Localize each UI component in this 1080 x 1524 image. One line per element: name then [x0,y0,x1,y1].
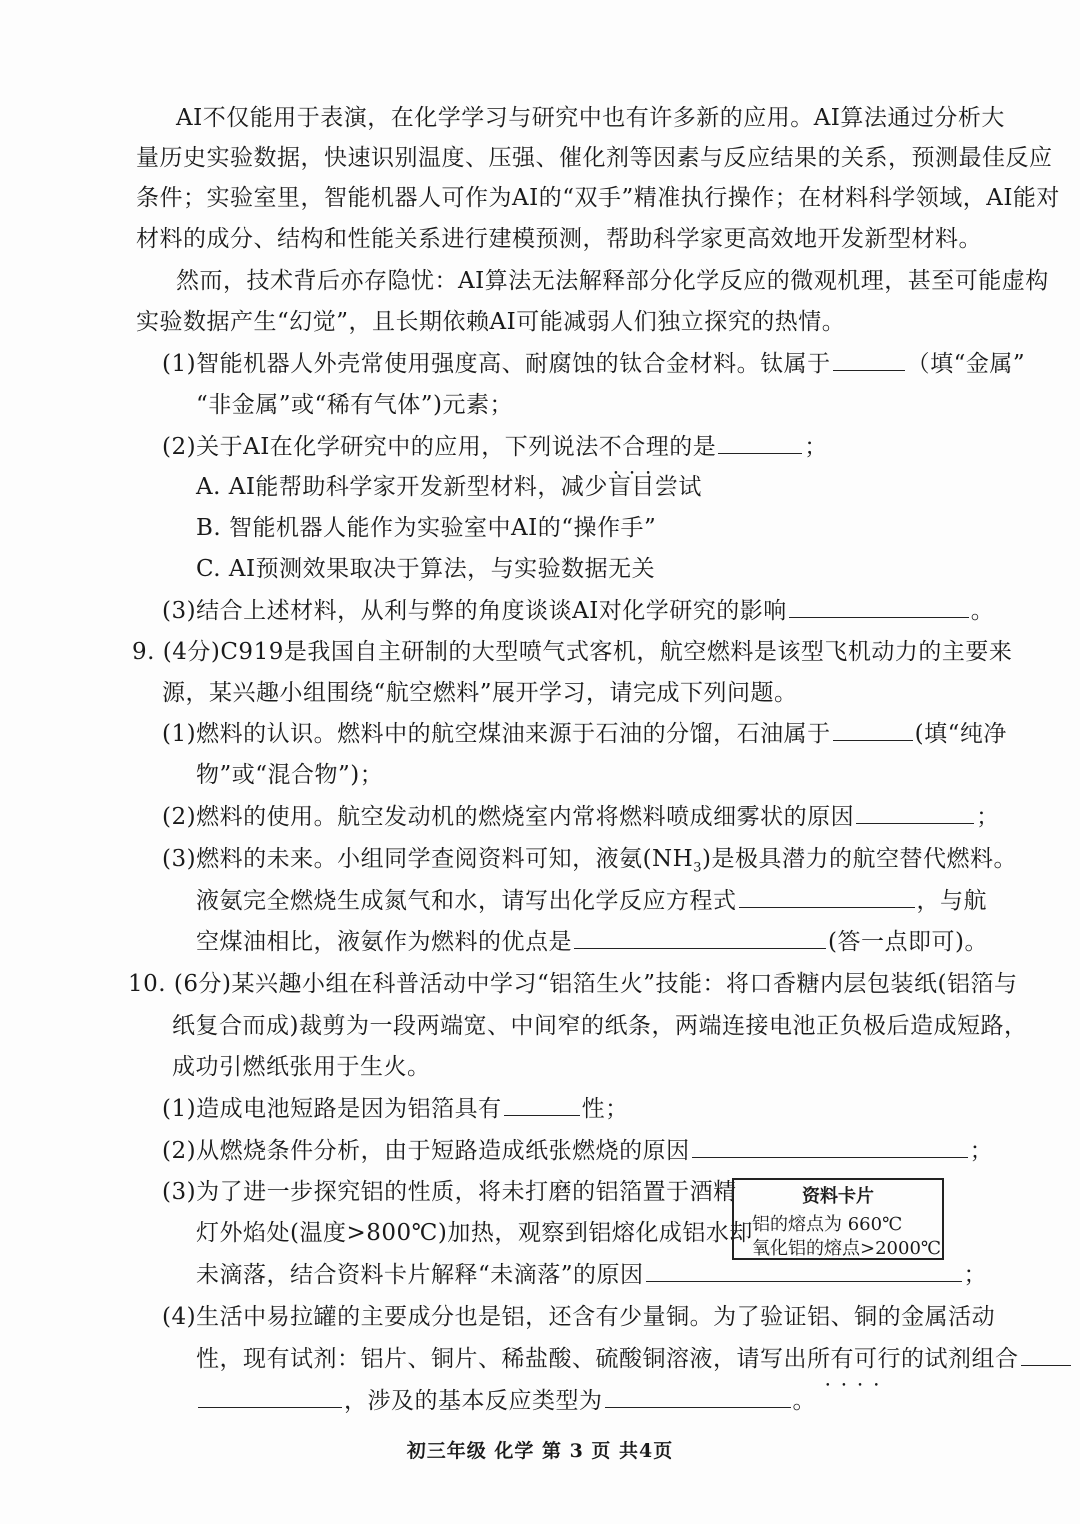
q9-sub3 [162,843,1017,885]
q10-sub2-text: (2)从燃烧条件分析，由于短路造成纸张燃烧的原因 [162,1138,690,1164]
info-card [732,1178,944,1260]
answer-blank[interactable] [833,348,905,371]
answer-blank[interactable] [789,595,969,618]
q10-sub2 [162,1135,993,1167]
passage-line: 材料的成分、结构和性能关系进行建模预测，帮助科学家更高效地开发新型材料。 [136,226,982,252]
q8-sub1 [162,348,1025,380]
q10-sub4-line3 [196,1385,816,1417]
passage-line: 实验数据产生“幻觉”，且长期依赖AI可能减弱人们独立探究的热情。 [136,309,846,335]
passage-line: 条件；实验室里，智能机器人可作为AI的“双手”精准执行操作；在材料科学领域，AI能对 [136,185,1060,211]
q10-sub2-end: ； [969,1138,994,1164]
q8-option-c: C. AI预测效果取决于算法，与实验数据无关 [196,556,656,582]
q8-option-b: B. 智能机器人能作为实验室中AI的“操作手” [196,515,657,541]
q10-sub3-text: 未滴落，结合资料卡片解释“未滴落”的原因 [196,1262,644,1288]
q9-stem-2: 源，某兴趣小组围绕“航空燃料”展开学习，请完成下列问题。 [162,680,798,706]
q8-sub1-cont: “非金属”或“稀有气体”)元素； [196,392,514,418]
answer-blank[interactable] [692,1135,968,1158]
q8-sub3-end: 。 [970,598,995,624]
q9-sub3-text3: 液氨完全燃烧生成氮气和水，请写出化学反应方程式 [196,888,737,914]
q9-sub1-hint: (填“纯净 [914,721,1007,747]
passage-line: 量历史实验数据，快速识别温度、压强、催化剂等因素与反应结果的关系，预测最佳反应 [136,145,1053,171]
answer-blank[interactable] [856,801,974,824]
q10-stem-3: 成功引燃纸张用于生火。 [172,1054,431,1080]
q10-sub1-text: (1)造成电池短路是因为铝箔具有 [162,1096,502,1122]
answer-blank[interactable] [1021,1343,1071,1366]
answer-blank[interactable] [574,926,826,949]
answer-blank[interactable] [198,1385,342,1408]
q9-sub3-text: (3)燃料的未来。小组同学查阅资料可知，液氨(NH [162,846,694,872]
q10-sub3-line1: (3)为了进一步探究铝的性质，将未打磨的铝箔置于酒精 [162,1179,737,1205]
emphasis-dots: 不合理 • • • [599,431,670,463]
q9-sub2 [162,801,1000,833]
info-card-title: 资料卡片 [802,1186,874,1207]
q8-sub2-text2: 的是 [669,434,717,460]
q9-sub2-end: ； [976,804,1000,830]
q10-sub4-line2 [196,1343,1073,1375]
q8-sub1-hint: （填“金属” [906,351,1026,377]
q9-sub3-text4: ，与航 [916,888,987,914]
answer-blank[interactable] [504,1093,580,1116]
q10-sub4-text2: 的试剂组合 [901,1346,1019,1372]
q10-sub3-line3 [196,1259,987,1291]
answer-blank[interactable] [739,885,915,908]
q9-sub3-line3 [196,926,988,958]
q9-sub3-text2: )是极具潜力的航空替代燃料。 [702,846,1018,872]
q10-sub3-end: ； [963,1262,988,1288]
q9-sub3-line2 [196,885,987,917]
q9-sub1-text: (1)燃料的认识。燃料中的航空煤油来源于石油的分馏，石油属于 [162,721,831,747]
q10-sub1-end: 性； [581,1096,629,1122]
q9-sub1-cont: 物”或“混合物”)； [196,762,384,788]
q10-sub4-line1: (4)生活中易拉罐的主要成分也是铝，还含有少量铜。为了验证铝、铜的金属活动 [162,1304,996,1330]
q8-sub1-text: (1)智能机器人外壳常使用强度高、耐腐蚀的钛合金材料。钛属于 [162,351,831,377]
answer-blank[interactable] [718,431,802,454]
info-card-line: 氧化铝的熔点>2000℃ [752,1238,942,1259]
q9-sub1 [162,718,1007,750]
q9-sub3-text6: (答一点即可)。 [828,929,988,955]
passage-line: AI不仅能用于表演，在化学学习与研究中也有许多新的应用。AI算法通过分析大 [176,105,1005,131]
q10-sub4-text3: ，涉及的基本反应类型为 [344,1388,603,1414]
q8-sub3-text: (3)结合上述材料，从利与弊的角度谈谈AI对化学研究的影响 [162,598,787,624]
q10-sub4-text: 性，现有试剂：铝片、铜片、稀盐酸、硫酸铜溶液，请写出 [196,1346,807,1372]
q8-sub3 [162,595,994,627]
q8-sub2-end: ； [804,434,828,460]
info-card-line: 铝的熔点为 660℃ [752,1214,903,1235]
q10-sub1 [162,1093,629,1125]
answer-blank[interactable] [833,718,913,741]
emphasis-dots: 所有可行 • • • • [807,1343,901,1375]
q10-sub4-end: 。 [792,1388,816,1414]
q8-sub2 [162,431,828,463]
answer-blank[interactable] [646,1259,962,1282]
q8-sub2-text: (2)关于AI在化学研究中的应用，下列说法 [162,434,599,460]
passage-line: 然而，技术背后亦存隐忧：AI算法无法解释部分化学反应的微观机理，甚至可能虚构 [176,268,1049,294]
q8-option-a: A. AI能帮助科学家开发新型材料，减少盲目尝试 [196,474,702,500]
answer-blank[interactable] [605,1385,791,1408]
q10-stem-1: 10. (6分)某兴趣小组在科普活动中学习“铝箔生火”技能：将口香糖内层包装纸(铝箔与 [128,971,1018,997]
q9-sub2-text: (2)燃料的使用。航空发动机的燃烧室内常将燃料喷成细雾状的原因 [162,804,855,830]
q10-stem-2: 纸复合而成)裁剪为一段两端宽、中间窄的纸条，两端连接电池正负极后造成短路， [172,1013,1028,1039]
q10-sub3-line2: 灯外焰处(温度>800℃)加热，观察到铝熔化成铝水却 [196,1220,753,1246]
subscript: 3 [693,860,703,876]
page-footer: 初三年级 化学 第 3 页 共4页 [406,1440,674,1462]
q9-sub3-text5: 空煤油相比，液氨作为燃料的优点是 [196,929,572,955]
q9-stem-1: 9. (4分)C919是我国自主研制的大型喷气式客机，航空燃料是该型飞机动力的主要来 [132,639,1013,665]
